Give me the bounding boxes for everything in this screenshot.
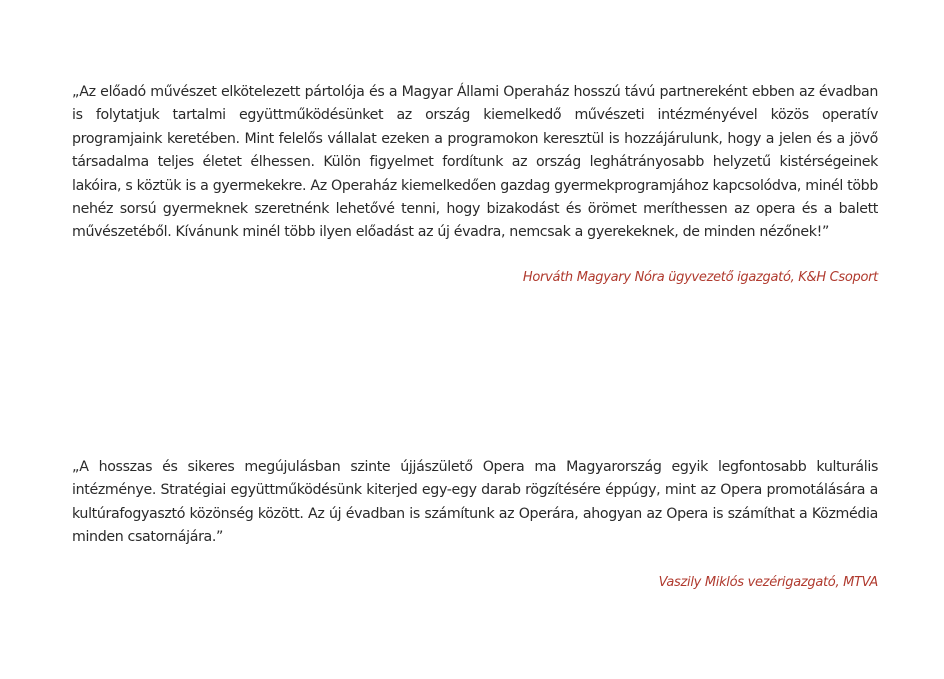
quote-text: „Az előadó művészet elkötelezett pártolója és a Magyar Állami Operaház hosszú távú partnereként ebben az évadban is folytatjuk tartalmi együttműködésünket az ország kiemelkedő művészeti intézményével közös operatív programjaink keretében. Mint felelős vállalat ezeken a programokon keresztül is hozzájárulunk, hogy a jelen és a jövő társadalma teljes életet élhessen. Külön figyelmet fordítunk az ország leghátrányosabb helyzetű kistérségeinek lakóira, s köztük is a gyermekekre. Az Operaház kiemelkedően gazdag gyermekprogramjához kapcsolódva, minél több nehéz sorsú gyermeknek szeretnénk lehetővé tenni, hogy bizakodást és örömet meríthessen az opera és a balett művészetéből. Kívánunk minél több ilyen előadást az új évadra, nemcsak a gyerekeknek, de minden nézőnek!” xyxy=(72,84,878,241)
quote-block-kh xyxy=(72,81,878,287)
quote-attribution: Vaszily Miklós vezérigazgató, MTVA xyxy=(658,574,878,590)
quote-attribution: Horváth Magyary Nóra ügyvezető igazgató, K&H Csoport xyxy=(522,269,878,285)
quote-text: „A hosszas és sikeres megújulásban szinte újjászülető Opera ma Magyarország egyik legfontosabb kulturális intézménye. Stratégiai együttműködésünk kiterjed egy-egy darab rögzítésére éppúgy, mint az Opera promotálására a kultúrafogyasztó közönség között. Az új évadban is számítunk az Operára, ahogyan az Opera is számíthat a Közmédia minden csatornájára.” xyxy=(72,459,878,546)
quote-block-mtva xyxy=(72,456,878,592)
